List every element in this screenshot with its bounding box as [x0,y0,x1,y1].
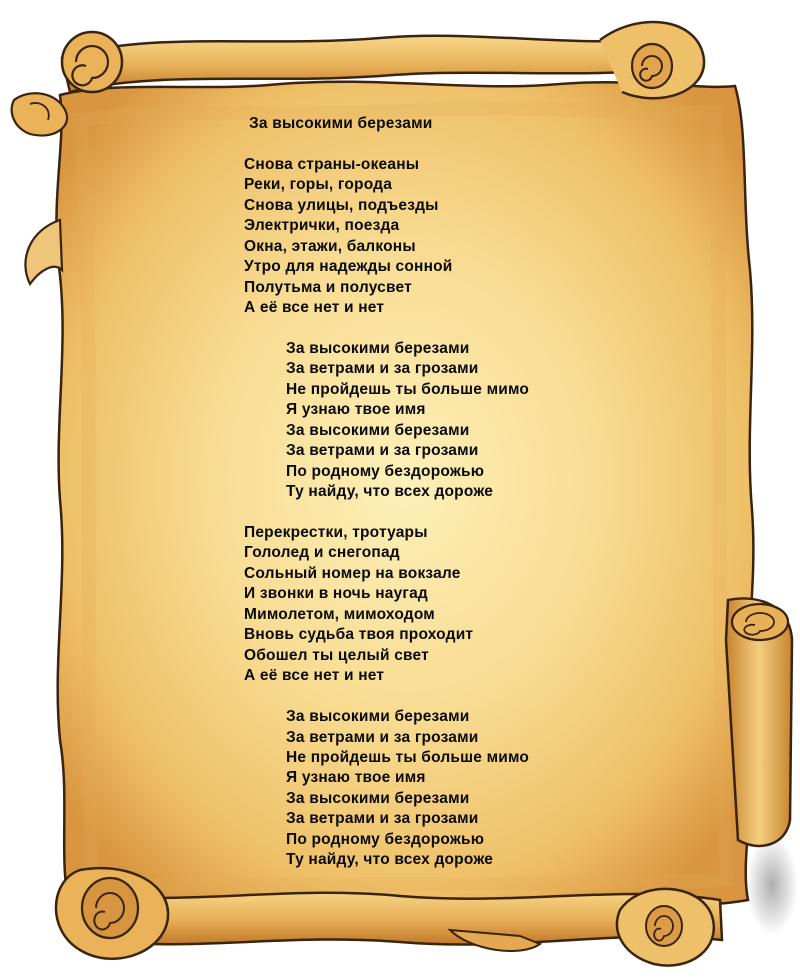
poem-line: А её все нет и нет [244,299,385,317]
poem-line: И звонки в ночь наугад [244,585,428,603]
poem-line: Ту найду, что всех дороже [286,851,494,869]
poem-line: За высокими березами [286,708,470,726]
poem-line: По родному бездорожью [286,462,485,480]
poem-line: По родному бездорожью [286,830,485,848]
poem-line: За высокими березами [286,421,470,439]
poem-line: Я узнаю твое имя [286,769,426,787]
poem-line: Не пройдешь ты больше мимо [286,748,530,766]
poem-line: Гололед и снегопад [244,544,400,562]
verse-1 [244,155,724,319]
poem-line: Сольный номер на вокзале [244,564,461,582]
poem-title: За высокими березами [249,115,433,132]
poem-line: Утро для надежды сонной [244,258,453,276]
poem-line: Электрички, поезда [244,217,400,235]
poem-line: За ветрами и за грозами [286,728,479,746]
poem-line: Не пройдешь ты больше мимо [286,380,530,398]
poem [244,114,724,891]
poem-line: За ветрами и за грозами [286,442,479,460]
poem-line: Обошел ты целый свет [244,646,429,664]
poem-line: Окна, этажи, балконы [244,237,416,255]
poem-line: Перекрестки, тротуары [244,524,428,542]
chorus-2 [244,707,724,871]
poem-line: Снова улицы, подъезды [244,196,439,214]
poem-line: Вновь судьба твоя проходит [244,626,474,644]
poem-line: За высокими березами [286,789,470,807]
verse-2 [244,523,724,687]
poem-line: Снова страны-океаны [244,155,420,173]
poem-line: За высокими березами [286,339,470,357]
poem-line: Я узнаю твое имя [286,401,426,419]
chorus-1 [244,339,724,503]
poem-line: За ветрами и за грозами [286,360,479,378]
poem-line: Ту найду, что всех дороже [286,483,494,501]
poem-line: Мимолетом, мимоходом [244,605,435,623]
poem-line: Полутьма и полусвет [244,278,412,296]
poem-line: А её все нет и нет [244,667,385,685]
poem-line: Реки, горы, города [244,176,393,194]
poem-line: За ветрами и за грозами [286,810,479,828]
